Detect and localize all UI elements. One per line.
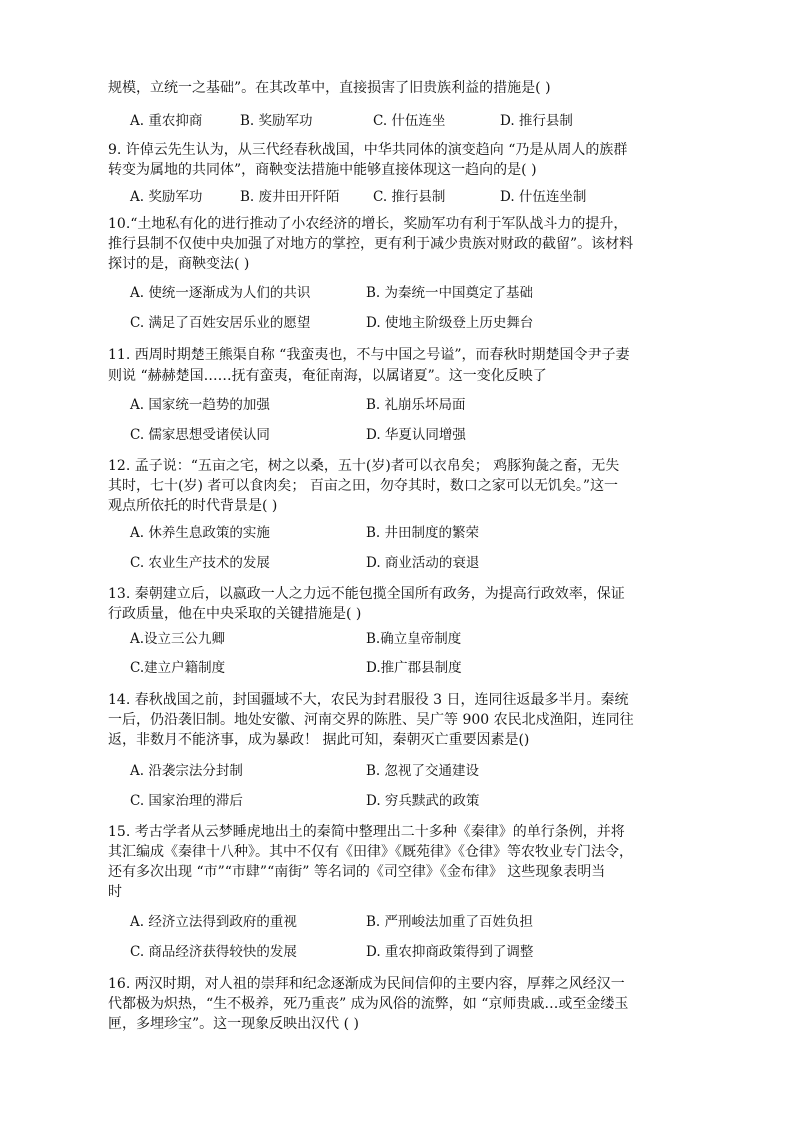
q8-option-b: B. 奖励军功 (240, 113, 313, 129)
q14-stem-line1: 14. 春秋战国之前，封国疆域不大，农民为封君服役 3 日，连同往返最多半月。秦统 (108, 692, 629, 708)
q15-option-c: C. 商品经济获得较快的发展 (130, 944, 297, 960)
q13-stem-line1: 13. 秦朝建立后，以嬴政一人之力远不能包揽全国所有政务，为提高行政效率，保证 (108, 586, 625, 602)
q12-option-b: B. 井田制度的繁荣 (366, 525, 480, 541)
q15-stem-line4: 时 (108, 884, 122, 900)
q12-stem-line1: 12. 孟子说：“五亩之宅，树之以桑，五十(岁)者可以衣帛矣； 鸡豚狗彘之畜，无失 (108, 458, 620, 474)
q14-stem-line2: 一后，仍沿袭旧制。地处安徽、河南交界的陈胜、吴广等 900 农民北戍渔阳，连同往 (108, 712, 634, 728)
q10-option-d: D. 使地主阶级登上历史舞台 (366, 315, 534, 331)
q9-stem-line1: 9. 许倬云先生认为，从三代经春秋战国，中华共同体的演变趋向 “乃是从周人的族群 (108, 142, 628, 158)
q12-option-d: D. 商业活动的衰退 (366, 555, 480, 571)
q14-option-d: D. 穷兵黩武的政策 (366, 793, 480, 809)
q10-option-a: A. 使统一逐渐成为人们的共识 (130, 285, 311, 301)
q12-stem-line2: 其时，七十(岁) 者可以食肉矣； 百亩之田，勿夺其时，数口之家可以无饥矣。”这一 (108, 478, 618, 494)
q9-option-a: A. 奖励军功 (130, 189, 203, 205)
q8-option-d: D. 推行县制 (500, 113, 573, 129)
q10-stem-line3: 探讨的是，商鞅变法( ) (108, 256, 250, 272)
q8-option-a: A. 重农抑商 (130, 113, 203, 129)
q15-option-d: D. 重农抑商政策得到了调整 (366, 944, 534, 960)
q11-stem-line1: 11. 西周时期楚王熊渠自称 “我蛮夷也，不与中国之号谥”，而春秋时期楚国令尹子妻 (108, 347, 630, 363)
q14-option-c: C. 国家治理的滞后 (130, 793, 243, 809)
q11-option-c: C. 儒家思想受诸侯认同 (130, 427, 270, 443)
q15-option-b: B. 严刑峻法加重了百姓负担 (366, 914, 534, 930)
q9-option-b: B. 废井田开阡陌 (240, 189, 340, 205)
q15-option-a: A. 经济立法得到政府的重视 (130, 914, 297, 930)
q13-option-c: C.建立户籍制度 (130, 660, 226, 676)
q15-stem-line2: 其汇编成《秦律十八种》。其中不仅有《田律》《厩苑律》《仓律》等农牧业专门法令， (108, 844, 633, 860)
q13-option-b: B.确立皇帝制度 (366, 631, 462, 647)
q16-stem-line1: 16. 两汉时期，对人祖的崇拜和纪念逐渐成为民间信仰的主要内容，厚葬之风经汉一 (108, 976, 625, 992)
q11-option-b: B. 礼崩乐坏局面 (366, 397, 466, 413)
q12-option-a: A. 休养生息政策的实施 (130, 525, 270, 541)
q12-option-c: C. 农业生产技术的发展 (130, 555, 270, 571)
q11-option-a: A. 国家统一趋势的加强 (130, 397, 270, 413)
q12-stem-line3: 观点所依托的时代背景是( ) (108, 498, 278, 514)
q11-stem-line2: 则说 “赫赫楚国……抚有蛮夷，奄征南海，以属诸夏”。这一变化反映了 (108, 368, 547, 384)
q10-option-b: B. 为秦统一中国奠定了基础 (366, 285, 534, 301)
q15-stem-line3: 还有多次出现 “市”“市肆”“南街” 等名词的《司空律》《金布律》 这些现象表明当 (108, 864, 606, 880)
q10-option-c: C. 满足了百姓安居乐业的愿望 (130, 315, 311, 331)
q15-stem-line1: 15. 考古学者从云梦睡虎地出土的秦简中整理出二十多种《秦律》的单行条例，并将 (108, 824, 625, 840)
q9-stem-line2: 转变为属地的共同体”，商鞅变法措施中能够直接体现这一趋向的是( ) (108, 162, 537, 178)
q8-option-c: C. 什伍连坐 (373, 113, 446, 129)
question-8-stem-end: 规模，立统一之基础”。在其改革中，直接损害了旧贵族利益的措施是( ) (108, 80, 551, 96)
q9-option-c: C. 推行县制 (373, 189, 446, 205)
q16-stem-line2: 代都极为炽热，“生不极养，死乃重丧” 成为风俗的流弊，如 “京师贵戚…或至金缕玉 (108, 996, 629, 1012)
q13-stem-line2: 行政质量，他在中央采取的关键措施是( ) (108, 606, 362, 622)
q14-option-a: A. 沿袭宗法分封制 (130, 763, 243, 779)
q14-stem-line3: 返，非数月不能济事，成为暴政！ 据此可知，秦朝灭亡重要因素是() (108, 732, 530, 748)
q14-option-b: B. 忽视了交通建设 (366, 763, 480, 779)
q13-option-d: D.推广郡县制度 (366, 660, 462, 676)
q9-option-d: D. 什伍连坐制 (500, 189, 587, 205)
q10-stem-line1: 10.“土地私有化的进行推动了小农经济的增长，奖励军功有利于军队战斗力的提升， (108, 216, 628, 232)
q13-option-a: A.设立三公九卿 (130, 631, 226, 647)
q16-stem-line3: 匣，多埋珍宝”。这一现象反映出汉代 ( ) (108, 1016, 359, 1032)
q10-stem-line2: 推行县制不仅使中央加强了对地方的掌控，更有利于减少贵族对财政的截留”。该材料 (108, 236, 634, 252)
q11-option-d: D. 华夏认同增强 (366, 427, 466, 443)
